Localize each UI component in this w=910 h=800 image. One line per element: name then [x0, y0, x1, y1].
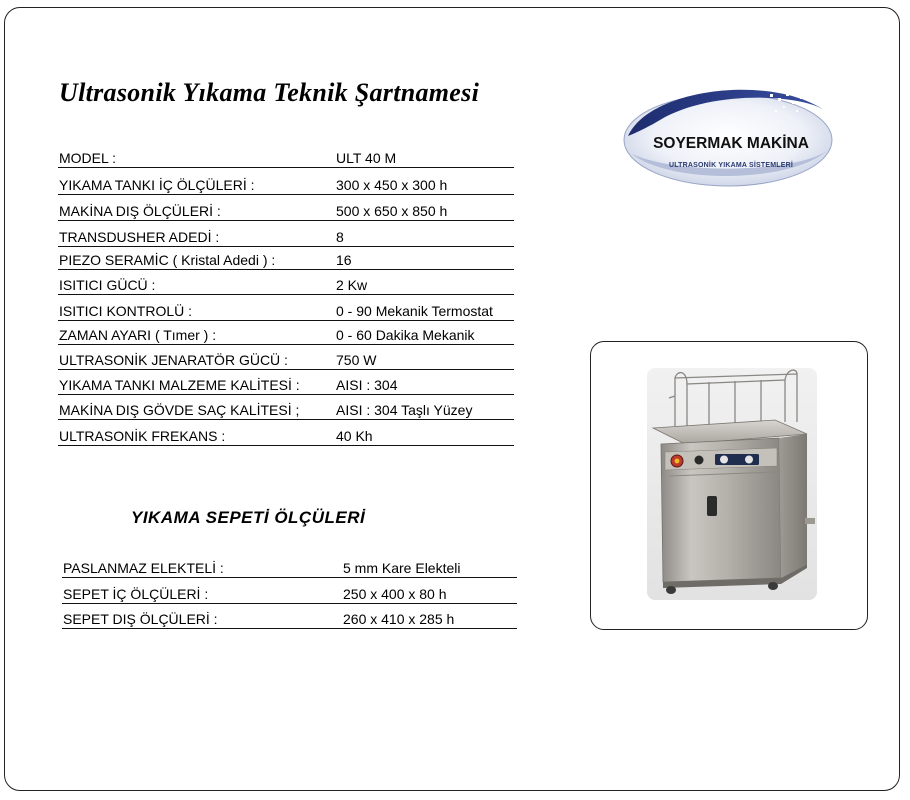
spec-label: YIKAMA TANKI İÇ ÖLÇÜLERİ :: [59, 177, 255, 193]
spec-value: AISI : 304 Taşlı Yüzey: [336, 402, 473, 418]
spec-value: ULT 40 M: [336, 150, 397, 166]
spec-value: 8: [336, 229, 344, 245]
spec-value: 16: [336, 252, 352, 268]
spec-row-tank-inner: [58, 172, 514, 195]
spec-row-generator: [58, 347, 514, 370]
spec-row-body-material: [58, 397, 514, 420]
ultrasonic-cleaner-photo: [647, 368, 817, 600]
basket-row-outer: [62, 606, 517, 629]
basket-value: 250 x 400 x 80 h: [343, 586, 447, 602]
basket-row-inner: [62, 581, 517, 604]
spec-value: 300 x 450 x 300 h: [336, 177, 448, 193]
spec-row-piezo: [58, 247, 514, 270]
spec-value: 0 - 60 Dakika Mekanik: [336, 327, 475, 343]
basket-row-mesh: [62, 555, 517, 578]
spec-label: MAKİNA DIŞ ÖLÇÜLERİ :: [59, 203, 221, 219]
spec-row-timer: [58, 322, 514, 345]
spec-label: YIKAMA TANKI MALZEME KALİTESİ :: [59, 377, 300, 393]
product-photo-frame: [590, 341, 868, 630]
spec-value: 40 Kh: [336, 428, 373, 444]
basket-value: 5 mm Kare Elekteli: [343, 560, 461, 576]
spec-value: AISI : 304: [336, 377, 398, 393]
basket-label: SEPET İÇ ÖLÇÜLERİ :: [63, 586, 209, 602]
spec-label: MAKİNA DIŞ GÖVDE SAÇ KALİTESİ ;: [59, 402, 300, 418]
spec-label: ULTRASONİK FREKANS :: [59, 428, 226, 444]
page-title: Ultrasonik Yıkama Teknik Şartnamesi: [59, 78, 480, 107]
basket-label: PASLANMAZ ELEKTELİ :: [63, 560, 224, 576]
basket-value: 260 x 410 x 285 h: [343, 611, 455, 627]
spec-row-heater-control: [58, 298, 514, 321]
logo-tagline: ULTRASONİK YIKAMA SİSTEMLERİ: [668, 162, 794, 169]
spec-label: TRANSDUSHER ADEDİ :: [59, 229, 220, 245]
spec-row-model: [58, 145, 514, 168]
spec-label: PIEZO SERAMİC ( Kristal Adedi ) :: [59, 252, 276, 268]
spec-row-machine-outer: [58, 198, 514, 221]
spec-value: 750 W: [336, 352, 377, 368]
spec-value: 500 x 650 x 850 h: [336, 203, 448, 219]
spec-label: ULTRASONİK JENARATÖR GÜCÜ :: [59, 352, 288, 368]
spec-value: 2 Kw: [336, 277, 368, 293]
spec-label: ISITICI KONTROLÜ :: [59, 303, 193, 319]
company-logo: [620, 80, 842, 190]
spec-label: MODEL :: [59, 150, 117, 166]
spec-row-tank-material: [58, 372, 514, 395]
spec-value: 0 - 90 Mekanik Termostat: [336, 303, 493, 319]
spec-label: ZAMAN AYARI ( Tımer ) :: [59, 327, 217, 343]
spec-row-frequency: [58, 423, 514, 446]
spec-row-transducer: [58, 224, 514, 247]
spec-label: ISITICI GÜCÜ :: [59, 277, 156, 293]
basket-label: SEPET DIŞ ÖLÇÜLERİ :: [63, 611, 218, 627]
logo-brand-text: SOYERMAK MAKİNA: [653, 135, 809, 152]
basket-section-title: YIKAMA SEPETİ ÖLÇÜLERİ: [131, 508, 366, 527]
spec-row-heater-power: [58, 272, 514, 295]
